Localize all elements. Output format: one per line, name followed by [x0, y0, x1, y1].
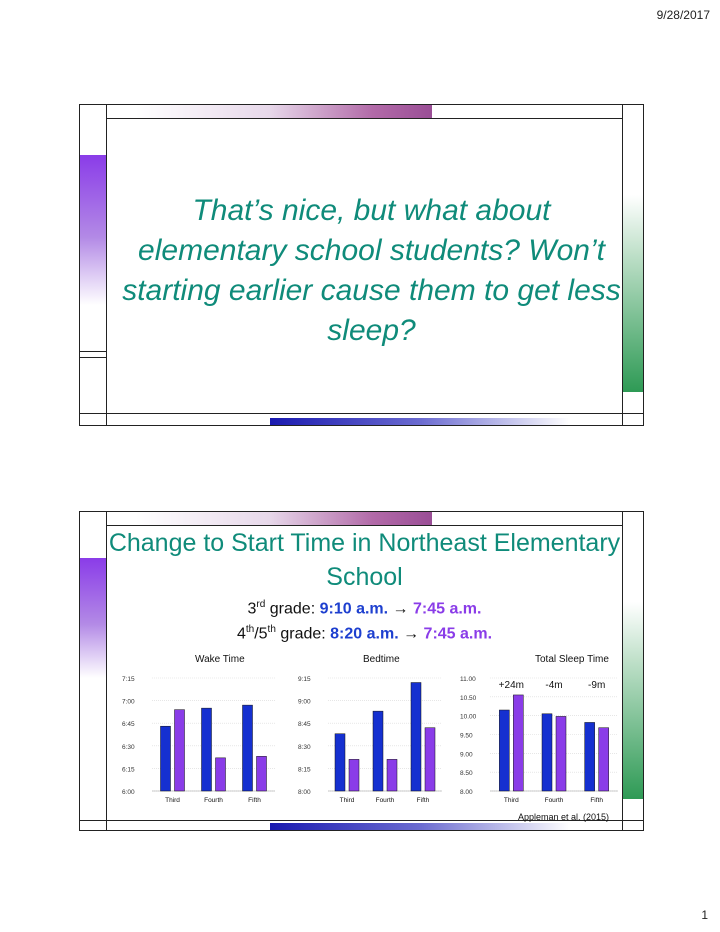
y-tick-label: 9:15	[298, 676, 311, 683]
bar-after	[513, 695, 523, 791]
y-tick-label: 7:15	[122, 676, 135, 683]
right-green-accent	[623, 195, 643, 392]
bottom-blue-bar	[270, 823, 570, 830]
x-tick-label: Third	[339, 797, 355, 804]
grade-5-suffix: th	[267, 624, 276, 635]
bar-before	[373, 711, 383, 791]
change-annotation: -9m	[588, 680, 606, 691]
y-tick-label: 8.50	[460, 770, 473, 778]
bar-before	[161, 726, 171, 791]
slide-2	[79, 511, 644, 831]
page-number: 1	[701, 908, 708, 922]
bar-before	[499, 710, 509, 791]
change-annotation: -4m	[545, 680, 563, 691]
arrow-icon: →	[403, 625, 420, 643]
y-tick-label: 8:00	[298, 789, 311, 796]
bar-after	[175, 710, 185, 791]
y-tick-label: 11.00	[460, 676, 476, 683]
arrow-icon: →	[392, 600, 409, 618]
x-tick-label: Fifth	[590, 797, 603, 804]
grade-45-line	[107, 624, 622, 643]
x-tick-label: Third	[503, 797, 519, 804]
y-tick-label: 9.50	[460, 732, 473, 740]
left-accent-rule	[80, 357, 106, 358]
bar-before	[202, 708, 212, 791]
left-purple-accent	[80, 558, 106, 678]
y-tick-label: 8:45	[298, 721, 311, 729]
slide-top-rule	[106, 118, 623, 119]
slide-title: Change to Start Time in Northeast Elementary School	[108, 529, 621, 591]
y-tick-label: 10.50	[460, 694, 477, 702]
chart-title: Bedtime	[363, 654, 400, 665]
y-tick-label: 8:15	[298, 766, 311, 774]
bottom-blue-bar	[270, 418, 570, 425]
slide-question: That’s nice, but what about elementary school students? Won’t starting earlier cause them to get less sleep?	[122, 194, 621, 347]
y-tick-label: 8:30	[298, 743, 311, 751]
citation: Appleman et al. (2015)	[517, 812, 609, 822]
grade-45-old-time: 8:20 a.m.	[330, 625, 399, 643]
chart-title: Wake Time	[195, 654, 245, 665]
bar-before	[243, 705, 253, 791]
slide-top-gradient-bar	[136, 105, 432, 118]
y-tick-label: 10.00	[460, 713, 477, 721]
change-annotation: +24m	[498, 680, 524, 691]
bar-before	[585, 722, 595, 791]
grade-4-suffix: th	[245, 624, 255, 635]
y-tick-label: 6:00	[122, 789, 135, 796]
grade-3-line	[107, 599, 622, 618]
x-tick-label: Fourth	[375, 797, 395, 804]
x-tick-label: Fifth	[416, 797, 430, 804]
left-purple-accent	[80, 155, 106, 305]
grade-5-num: /5	[254, 625, 268, 643]
slide-1	[79, 104, 644, 426]
left-accent-rule	[80, 351, 106, 352]
bar-after	[599, 728, 609, 791]
bar-before	[542, 714, 552, 791]
grade-3-num: 3	[247, 600, 257, 618]
bar-after	[387, 759, 397, 791]
bar-after	[349, 759, 359, 791]
slide-left-rule	[106, 105, 107, 425]
x-tick-label: Third	[165, 797, 180, 804]
grade-4-num: 4	[236, 625, 246, 643]
slide-bottom-rule	[80, 413, 643, 414]
sleep-charts	[110, 648, 630, 820]
x-tick-label: Fifth	[248, 797, 261, 804]
bar-after	[257, 756, 267, 791]
bar-before	[411, 683, 421, 791]
y-tick-label: 7:00	[122, 698, 135, 706]
page-date: 9/28/2017	[656, 8, 710, 22]
bar-after	[425, 728, 435, 791]
x-tick-label: Fourth	[204, 797, 223, 804]
grade-45-label: grade:	[275, 625, 331, 643]
grade-3-suffix: rd	[256, 599, 266, 610]
y-tick-label: 9.00	[460, 751, 473, 759]
grade-45-new-time: 7:45 a.m.	[423, 625, 493, 643]
x-tick-label: Fourth	[544, 797, 564, 804]
bar-after	[216, 758, 226, 791]
grade-3-old-time: 9:10 a.m.	[319, 600, 389, 618]
y-tick-label: 6:15	[122, 766, 135, 774]
bar-before	[335, 734, 345, 791]
y-tick-label: 8.00	[460, 789, 473, 796]
y-tick-label: 6:30	[122, 743, 135, 751]
slide-top-gradient-bar	[136, 512, 432, 525]
y-tick-label: 6:45	[122, 721, 135, 729]
grade-3-new-time: 7:45 a.m.	[412, 600, 482, 618]
grade-3-label: grade:	[265, 600, 320, 618]
y-tick-label: 9:00	[298, 698, 311, 706]
bar-after	[556, 716, 566, 791]
chart-title: Total Sleep Time	[535, 654, 609, 665]
